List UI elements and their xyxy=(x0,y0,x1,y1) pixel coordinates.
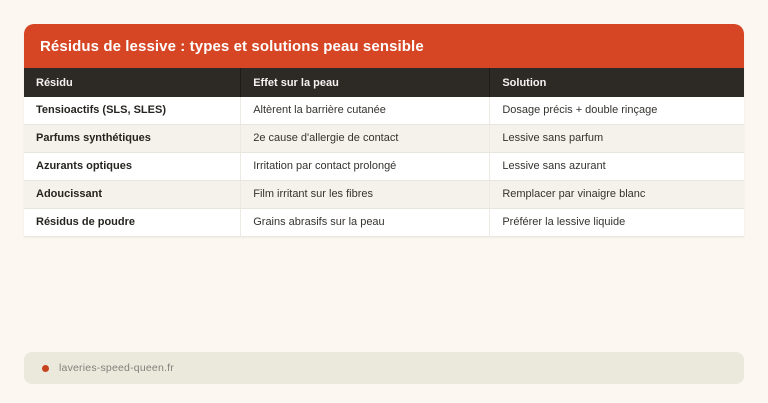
cell-effet: Irritation par contact prolongé xyxy=(241,153,490,181)
residues-table-card xyxy=(24,24,744,237)
table-row xyxy=(24,97,744,125)
cell-effet: Altèrent la barrière cutanée xyxy=(241,97,490,125)
cell-solution: Lessive sans parfum xyxy=(490,125,744,153)
cell-residu: Parfums synthétiques xyxy=(24,125,241,153)
cell-effet: 2e cause d'allergie de contact xyxy=(241,125,490,153)
table-body xyxy=(24,97,744,237)
column-header-residu: Résidu xyxy=(24,68,241,97)
cell-solution: Lessive sans azurant xyxy=(490,153,744,181)
table-row xyxy=(24,125,744,153)
table-row xyxy=(24,209,744,237)
footer-domain: laveries-speed-queen.fr xyxy=(59,362,174,374)
column-header-effet: Effet sur la peau xyxy=(241,68,490,97)
table-row xyxy=(24,153,744,181)
cell-residu: Résidus de poudre xyxy=(24,209,241,237)
table-row xyxy=(24,181,744,209)
residues-table xyxy=(24,68,744,237)
column-header-solution: Solution xyxy=(490,68,744,97)
brand-dot-icon xyxy=(42,365,49,372)
cell-residu: Azurants optiques xyxy=(24,153,241,181)
cell-solution: Remplacer par vinaigre blanc xyxy=(490,181,744,209)
footer-bar xyxy=(24,352,744,384)
page-title: Résidus de lessive : types et solutions peau sensible xyxy=(40,37,424,55)
card-title-bar xyxy=(24,24,744,68)
cell-solution: Préférer la lessive liquide xyxy=(490,209,744,237)
cell-residu: Adoucissant xyxy=(24,181,241,209)
cell-effet: Grains abrasifs sur la peau xyxy=(241,209,490,237)
cell-effet: Film irritant sur les fibres xyxy=(241,181,490,209)
cell-solution: Dosage précis + double rinçage xyxy=(490,97,744,125)
table-header-row xyxy=(24,68,744,97)
cell-residu: Tensioactifs (SLS, SLES) xyxy=(24,97,241,125)
